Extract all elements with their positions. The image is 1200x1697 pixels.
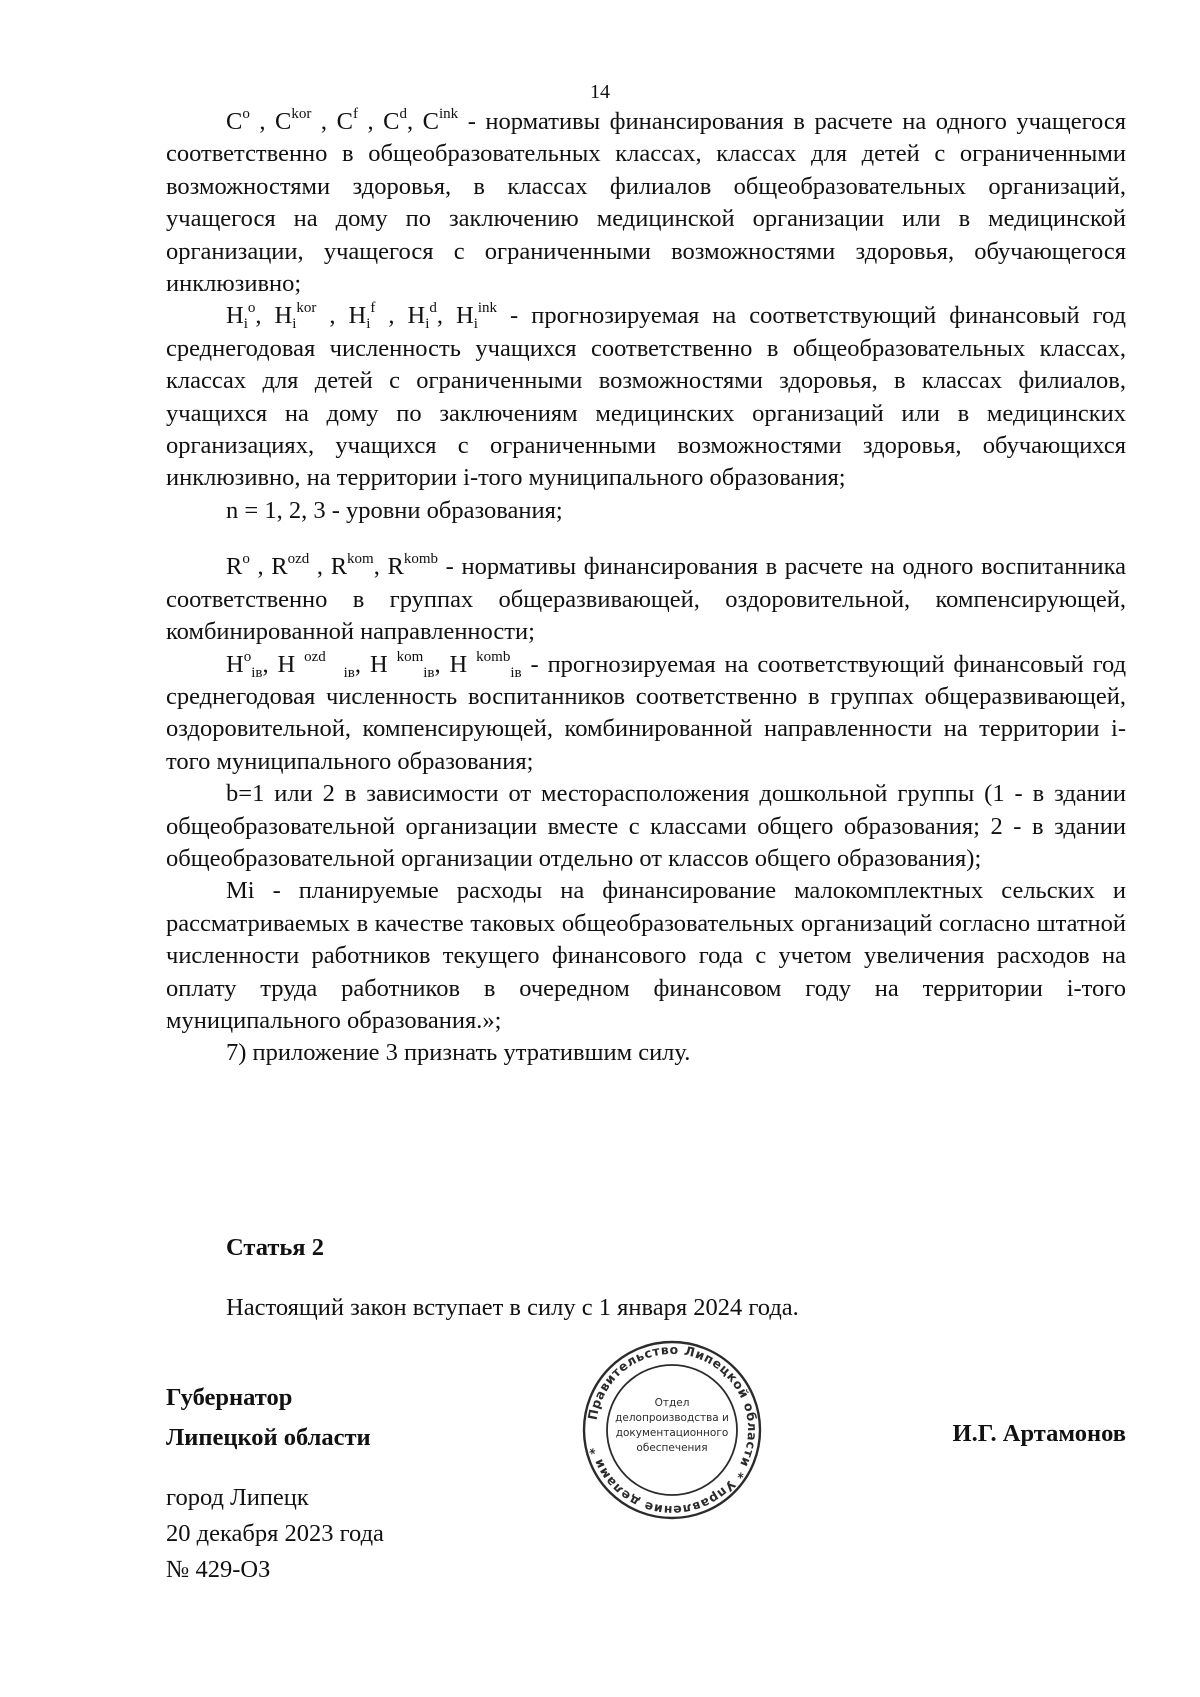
stamp-line2: делопроизводства и <box>615 1412 729 1424</box>
symbol-h-o: $H_i^o$ <box>226 300 256 333</box>
symbol-h-ozd-iv: H $^{ozd}$ $_{iв}$ <box>277 648 355 681</box>
stamp-line1: Отдел <box>654 1397 690 1409</box>
definition-mi-expenses <box>166 875 1126 1037</box>
date: 20 декабря 2023 года <box>166 1520 384 1547</box>
definition-text: - нормативы финансирования в расчете на одного воспитанника соответственно в группах общеразвивающей, оздоровительной, компенсирующей, комбинированной направленности; <box>166 553 1127 646</box>
paragraph-gap <box>166 527 1126 551</box>
signatory-title-line1: Губернатор <box>166 1384 293 1411</box>
document-details <box>166 1480 384 1588</box>
symbol-h-o-iv: $H^o_{iв}$ <box>226 648 263 681</box>
symbol-h-komb-iv: H $^{komb}_{iв}$ <box>449 648 522 681</box>
definition-text: 7) приложение 3 признать утратившим силу. <box>226 1039 691 1067</box>
definition-text: Mi - планируемые расходы на финансирование малокомплектных сельских и рассматриваемых в качестве таковых общеобразовательных организаций согласно штатной численности работников текущего финансового года с учетом увеличения расходов на оплату труда работников в очередном финансовом году на территории i-того муниципального образования.»; <box>166 877 1126 1034</box>
definition-c-norms: $C^o$ , $C^{kor}$ , $C^f$ , $C^d$, $C^{ink}$ - нормативы финансирования в расчете на одного учащегося соответственно в общеобразовательных классах, классах для детей с ограниченными возможностями здоровья, в классах филиалов общеобразовательных организаций, учащегося на дому по заключению медицинской организации или в медицинской организации, учащегося с ограниченными возможностями здоровья, обучающегося инклюзивно; <box>166 106 1127 298</box>
symbol-h-kom-iv: H $^{kom}_{iв}$ <box>369 648 435 681</box>
symbol-c-f: $C^f$ <box>336 106 358 135</box>
official-stamp <box>582 1340 762 1520</box>
symbol-h-ink: $H_i^{ink}$ <box>456 300 498 333</box>
symbol-h-f: $H_i^f$ <box>348 300 376 333</box>
definition-text: n = 1, 2, 3 - уровни образования; <box>226 496 563 524</box>
city: город Липецк <box>166 1484 309 1511</box>
signatory-name: И.Г. Артамонов <box>952 1420 1126 1447</box>
definitions-block <box>166 106 1126 1070</box>
symbol-r-komb: $R^{komb}$ <box>387 551 439 581</box>
symbol-c-d: $C^d$ <box>383 106 407 135</box>
definition-h-preschool: $H^o_{iв}$, H $^{ozd}$ $_{iв}$, H $^{kom}_{iв}$, H $^{komb}_{iв}$ - прогнозируемая на соответствующий финансовый год среднегодовая численность воспитанников соответственно в группах общеразвивающей, оздоровительной, компенсирующей, комбинированной направленности на территории i-того муниципального образования; <box>166 648 1127 775</box>
signatory-title-line2: Липецкой области <box>166 1424 371 1451</box>
symbol-r-kom: $R^{kom}$ <box>330 551 374 581</box>
symbol-c-kor: $C^{kor}$ <box>275 106 312 135</box>
definition-education-levels <box>166 495 1126 527</box>
definition-text: - прогнозируемая на соответствующий финансовый год среднегодовая численность учащихся соответственно в общеобразовательных классах, классах для детей с ограниченными возможностями здоровья, в классах филиалов, учащихся на дому по заключениям медицинских организаций или в медицинских организациях, учащихся с ограниченными возможностями здоровья, обучающихся инклюзивно, на территории i-того муниципального образования; <box>166 302 1127 492</box>
page-number: 14 <box>590 81 610 103</box>
definition-r-norms: $R^o$ , $R^{ozd}$ , $R^{kom}$, $R^{komb}$ - нормативы финансирования в расчете на одного воспитанника соответственно в группах общеразвивающей, оздоровительной, компенсирующей, комбинированной направленности; <box>166 551 1127 646</box>
definition-text: - прогнозируемая на соответствующий финансовый год среднегодовая численность воспитанников соответственно в группах общеразвивающей, оздоровительной, компенсирующей, комбинированной направленности на территории i-того муниципального образования; <box>166 650 1127 775</box>
stamp-line3: документационного <box>615 1427 729 1439</box>
definition-text: b=1 или 2 в зависимости от месторасположения дошкольной группы (1 - в здании общеобразовательной организации вместе с классами общего образования; 2 - в здании общеобразовательной организации отдельно от классов общего образования); <box>166 780 1126 872</box>
symbol-c-ink: $C^{ink}$ <box>422 106 459 135</box>
stamp-outer-text: Правительство Липецкой области * Управление делами * <box>584 1341 761 1519</box>
symbol-r-o: $R^o$ <box>226 551 250 581</box>
definition-text: - нормативы финансирования в расчете на одного учащегося соответственно в общеобразовательных классах, классах для детей с ограниченными возможностями здоровья, в классах филиалов общеобразовательных организаций, учащегося на дому по заключению медицинской организации или в медицинской организации, учащегося с ограниченными возможностями здоровья, обучающегося инклюзивно; <box>166 108 1127 298</box>
article-text: Настоящий закон вступает в силу с 1 января 2024 года. <box>226 1294 799 1321</box>
symbol-h-kor: $H_i^{kor}$ <box>274 300 317 333</box>
law-number: № 429-ОЗ <box>166 1556 271 1583</box>
definition-b-location <box>166 778 1126 875</box>
article-heading: Статья 2 <box>226 1234 324 1261</box>
symbol-r-ozd: $R^{ozd}$ <box>271 551 310 581</box>
symbol-h-d: $H_i^d$ <box>407 300 437 333</box>
stamp-line4: обеспечения <box>636 1442 708 1454</box>
definition-h-enrollment: $H_i^o$, $H_i^{kor}$ , $H_i^f$ , $H_i^d$, $H_i^{ink}$ - прогнозируемая на соответствующий финансовый год среднегодовая численность учащихся соответственно в общеобразовательных классах, классах для детей с ограниченными возможностями здоровья, в классах филиалов, учащихся на дому по заключениям медицинских организаций или в медицинских организациях, учащихся с ограниченными возможностями здоровья, обучающихся инклюзивно, на территории i-того муниципального образования; <box>166 300 1127 492</box>
amendment-item-7 <box>166 1037 1126 1069</box>
signatory-title <box>166 1378 371 1458</box>
symbol-c-o: $C^o$ <box>226 106 250 135</box>
